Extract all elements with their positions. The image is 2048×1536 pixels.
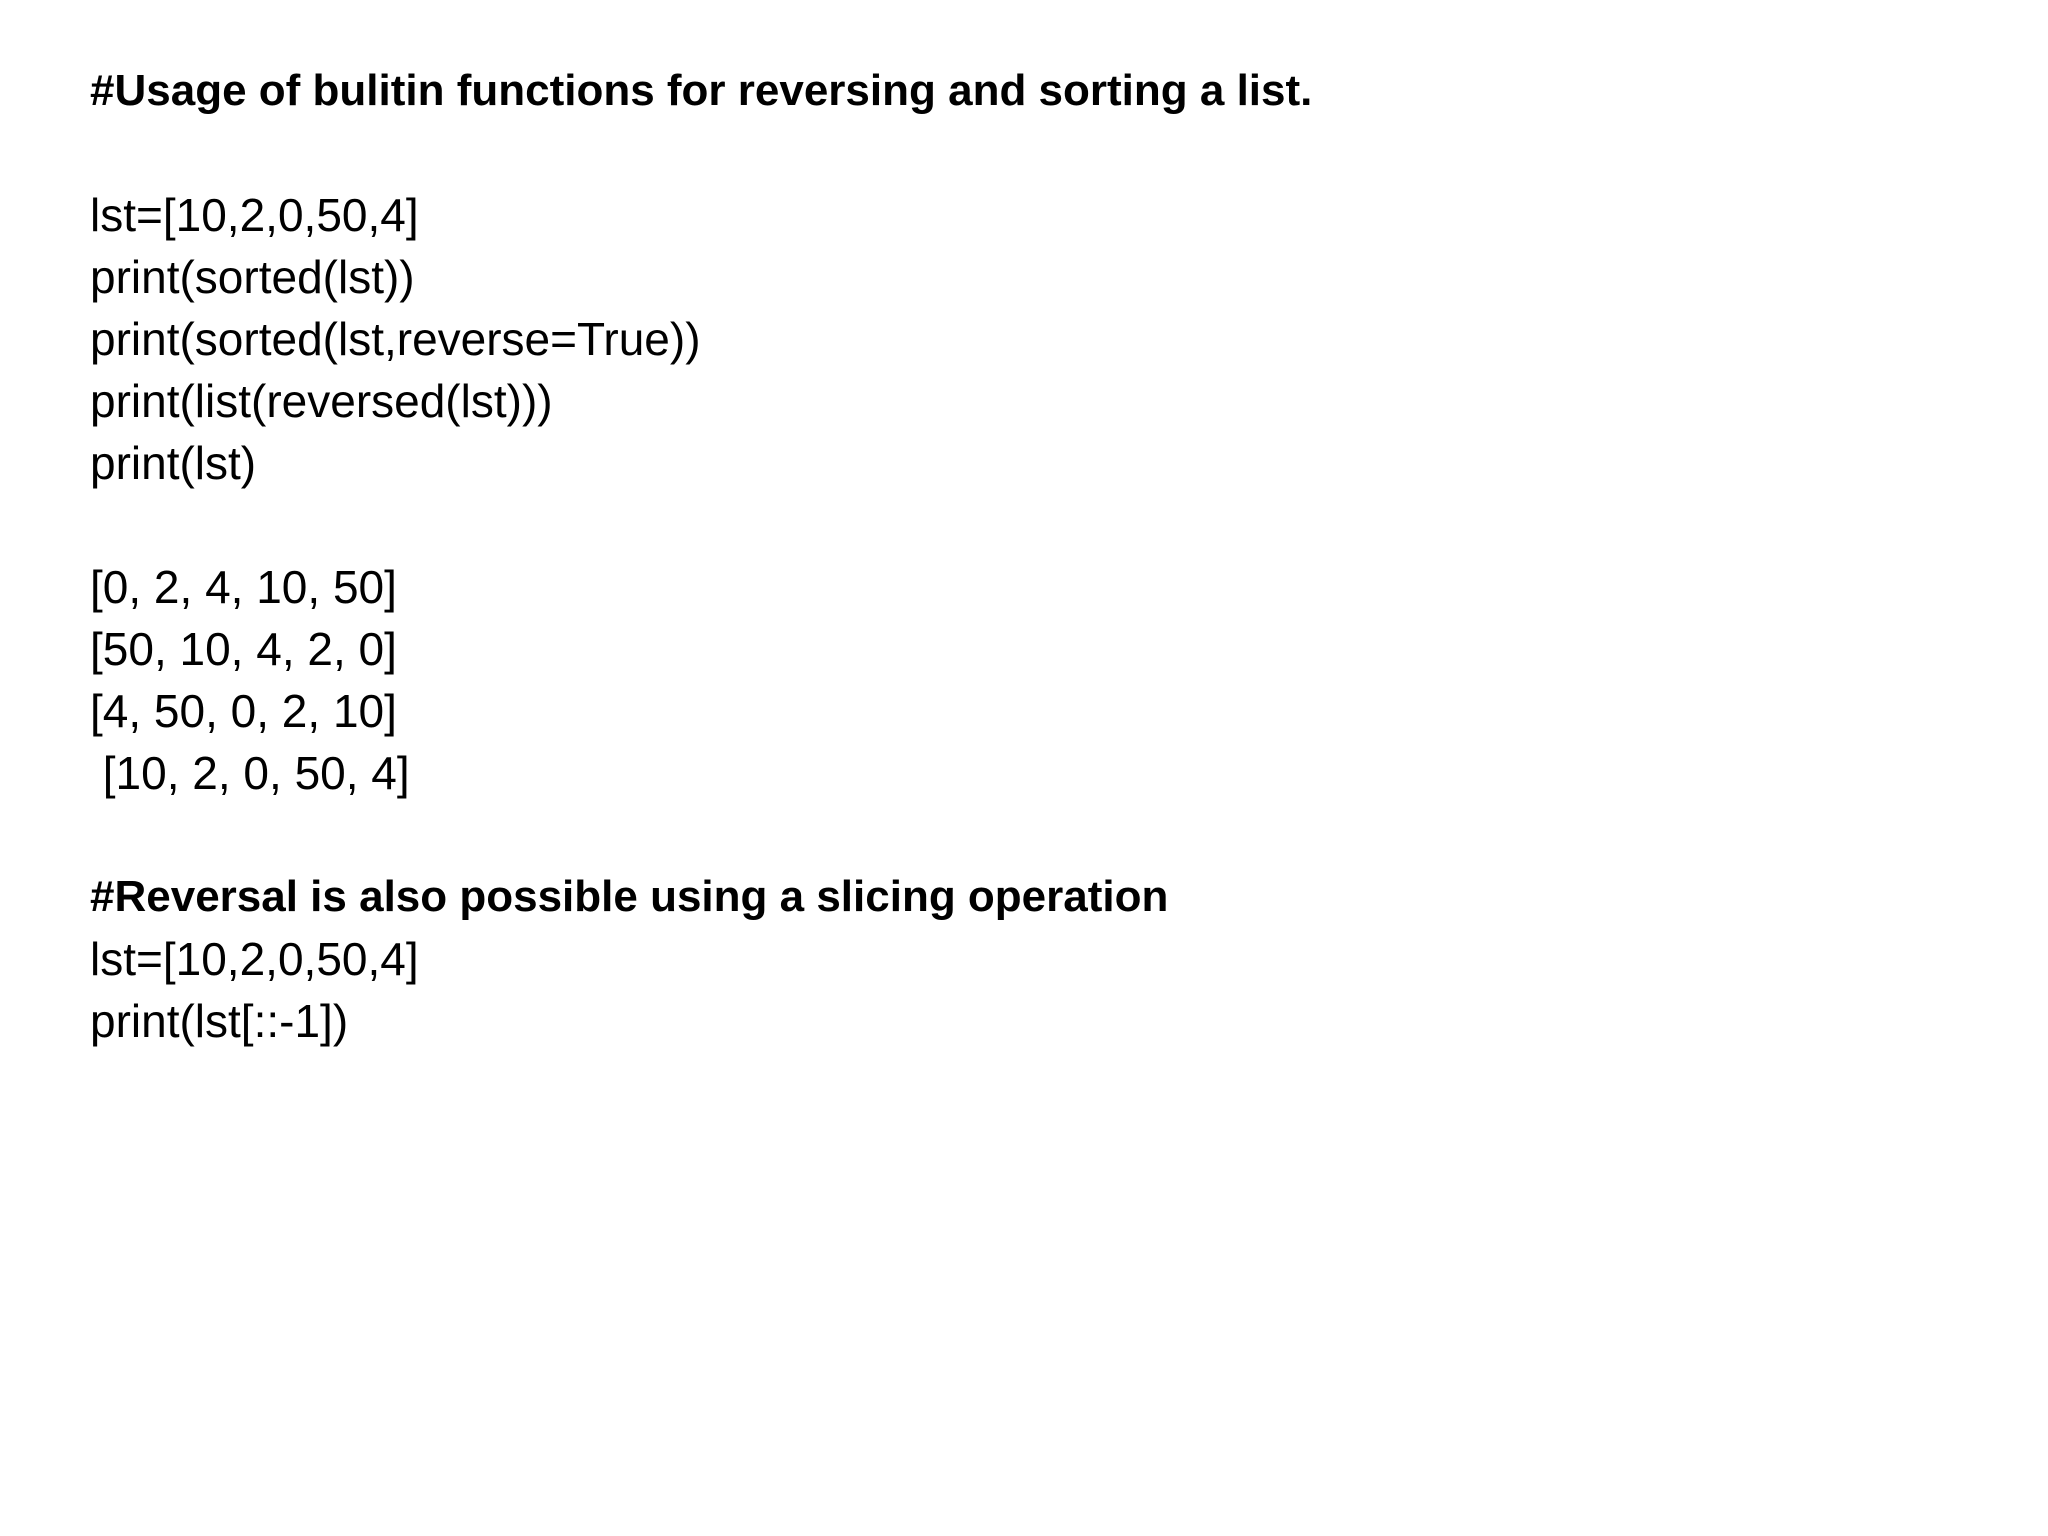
code-line: lst=[10,2,0,50,4] bbox=[90, 189, 419, 241]
code-line: print(lst[::-1]) bbox=[90, 995, 349, 1047]
code-line: print(sorted(lst)) bbox=[90, 251, 415, 303]
section-heading-builtin: #Usage of bulitin functions for reversing and sorting a list. bbox=[90, 66, 1313, 115]
code-line: print(lst) bbox=[90, 437, 257, 489]
spacer bbox=[90, 494, 1990, 556]
code-line: print(sorted(lst,reverse=True)) bbox=[90, 313, 701, 365]
output-line: [10, 2, 0, 50, 4] bbox=[90, 747, 410, 799]
code-line: lst=[10,2,0,50,4] bbox=[90, 933, 419, 985]
slide-content bbox=[90, 60, 1990, 1052]
spacer bbox=[90, 122, 1990, 184]
output-line: [50, 10, 4, 2, 0] bbox=[90, 623, 397, 675]
output-line: [0, 2, 4, 10, 50] bbox=[90, 561, 397, 613]
output-line: [4, 50, 0, 2, 10] bbox=[90, 685, 397, 737]
section-heading-slicing: #Reversal is also possible using a slicing operation bbox=[90, 872, 1169, 921]
spacer bbox=[90, 804, 1990, 866]
code-line: print(list(reversed(lst))) bbox=[90, 375, 553, 427]
